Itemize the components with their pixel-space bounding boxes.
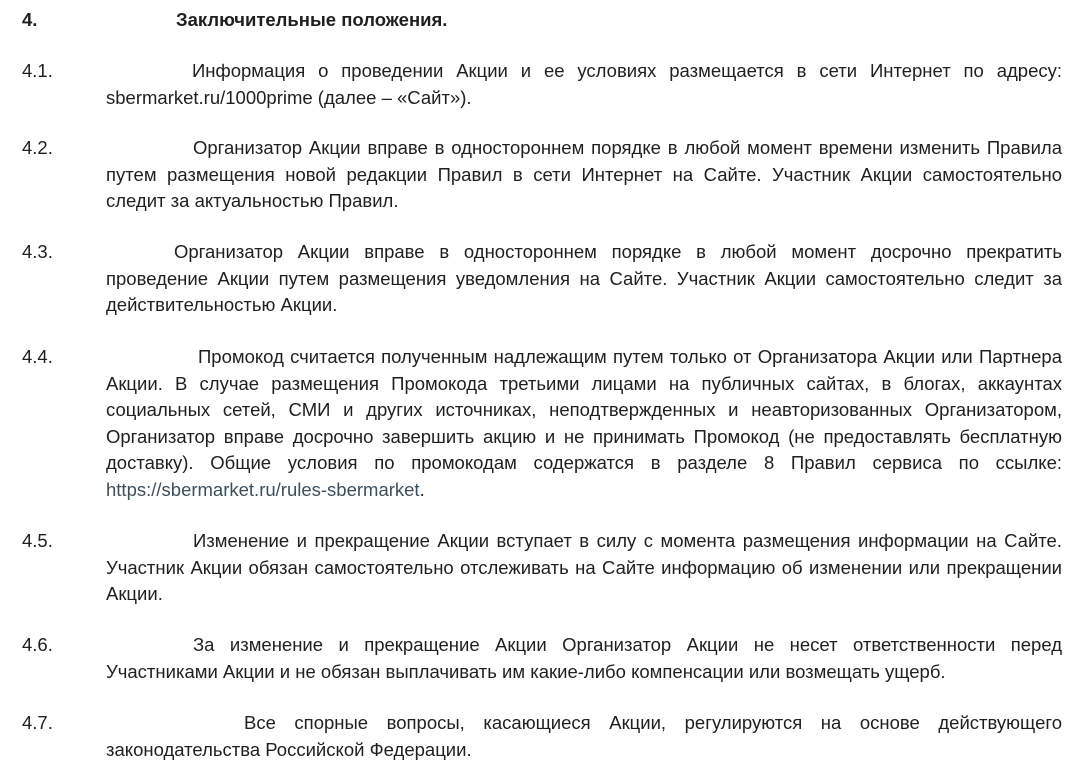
clause-number: 4.2. xyxy=(22,137,53,158)
clause-text: Организатор Акции вправе в одностороннем порядке в любой момент времени изменить Правила путем размещения новой редакции Правил в сети Интернет на Сайте. Участник Акции самостоятельно следит за актуальностью Правил. xyxy=(106,137,1062,211)
clause-number: 4.1. xyxy=(22,60,53,81)
clause-text: Изменение и прекращение Акции вступает в силу с момента размещения информации на Сайте. Участник Акции обязан самостоятельно отслеживать на Сайте информацию об изменении или прекращении Акции. xyxy=(106,530,1062,604)
clause-end: . xyxy=(419,478,425,500)
clause-number: 4.4. xyxy=(22,346,53,367)
clause-number: 4.5. xyxy=(22,530,53,551)
clause-text: Организатор Акции вправе в одностороннем порядке в любой момент досрочно прекратить проведение Акции путем размещения уведомления на Сайте. Участник Акции самостоятельно следит за действительностью Акции. xyxy=(106,241,1062,315)
clause-text: Информация о проведении Акции и ее условиях размещается в сети Интернет по адресу: sbermarket.ru/1000prime (далее – «Сайт»). xyxy=(106,60,1062,108)
section-heading xyxy=(22,7,1062,33)
rules-link[interactable]: https://sbermarket.ru/rules-sbermarket xyxy=(106,478,420,500)
clause-number: 4.7. xyxy=(22,712,53,733)
clause-text xyxy=(106,344,1062,503)
section-title: Заключительные положения. xyxy=(176,9,448,30)
clause-text: Все спорные вопросы, касающиеся Акции, регулируются на основе действующего законодательства Российской Федерации. xyxy=(106,712,1062,760)
clause-text: За изменение и прекращение Акции Организатор Акции не несет ответственности перед Участниками Акции и не обязан выплачивать им какие-либо компенсации или возмещать ущерб. xyxy=(106,634,1062,682)
section-number: 4. xyxy=(22,9,38,30)
clause-body: Промокод считается полученным надлежащим путем только от Организатора Акции или Партнера Акции. В случае размещения Промокода третьими лицами на публичных сайтах, в блогах, аккаунтах социальных сетей, СМИ и других источниках, неподтвержденных и неавторизованных Организатором, Организатор вправе досрочно завершить акцию и не принимать Промокод (не предоставлять бесплатную доставку). Общие условия по промокодам содержатся в разделе 8 Правил сервиса по ссылке: xyxy=(106,346,1062,473)
clause-number: 4.3. xyxy=(22,241,53,262)
clause-number: 4.6. xyxy=(22,634,53,655)
